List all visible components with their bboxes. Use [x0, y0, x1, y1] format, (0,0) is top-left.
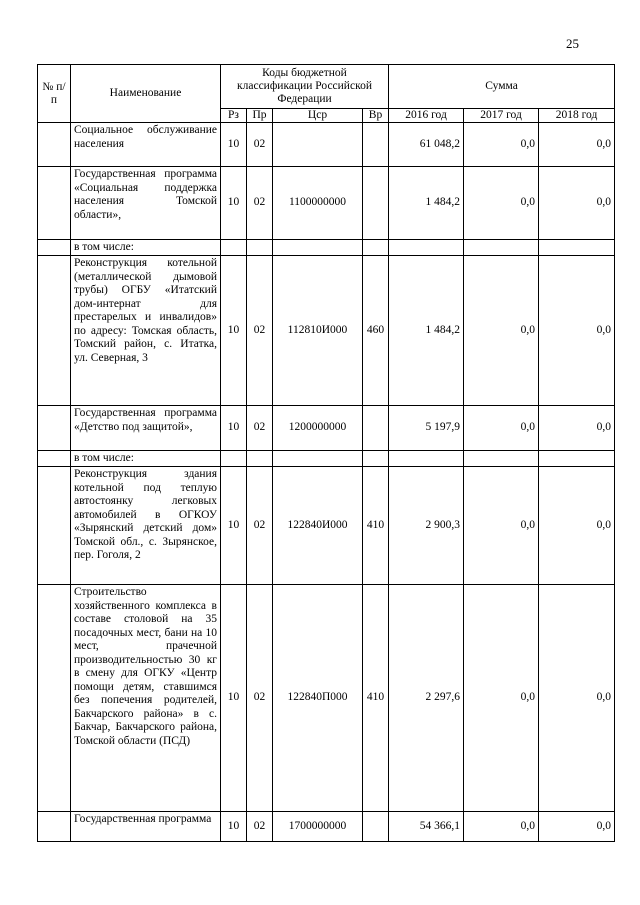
cell-name: Реконструкция здания котельной под теплую автостоянку легковых автомобилей в ОГКОУ «Зырянский детский дом» Томской обл., с. Зырянское, пер. Гоголя, 2	[71, 467, 221, 585]
cell-2018: 0,0	[539, 167, 615, 240]
cell-2017: 0,0	[464, 406, 539, 451]
cell-pr: 02	[247, 585, 273, 812]
cell-note: в том числе:	[71, 240, 221, 256]
header-num: № п/п	[38, 65, 71, 123]
table-row	[38, 123, 615, 167]
cell-rz: 10	[221, 585, 247, 812]
cell-2018: 0,0	[539, 812, 615, 842]
cell-pr: 02	[247, 812, 273, 842]
header-2018: 2018 год	[539, 109, 615, 123]
cell-2016: 1 484,2	[389, 256, 464, 406]
header-rz: Рз	[221, 109, 247, 123]
cell-vr	[363, 167, 389, 240]
cell-num	[38, 406, 71, 451]
cell-name: Реконструкция котельной (металлической дымовой трубы) ОГБУ «Итатский дом-интернат для престарелых и инвалидов» по адресу: Томская область, Томский район, с. Итатка, ул. Северная, 3	[71, 256, 221, 406]
cell-csr: 1200000000	[273, 406, 363, 451]
cell-name: Государственная программа	[71, 812, 221, 842]
cell-rz: 10	[221, 123, 247, 167]
cell-2017: 0,0	[464, 256, 539, 406]
header-vr: Вр	[363, 109, 389, 123]
cell-2016: 1 484,2	[389, 167, 464, 240]
cell-2017: 0,0	[464, 812, 539, 842]
cell-vr: 410	[363, 467, 389, 585]
cell-num	[38, 451, 71, 467]
table-row	[38, 812, 615, 842]
table-row	[38, 406, 615, 451]
header-sum: Сумма	[389, 65, 615, 109]
cell-pr: 02	[247, 406, 273, 451]
header-2017: 2017 год	[464, 109, 539, 123]
cell-rz: 10	[221, 467, 247, 585]
cell-num	[38, 123, 71, 167]
header-name: Наименование	[71, 65, 221, 123]
cell-note: в том числе:	[71, 451, 221, 467]
cell-rz: 10	[221, 167, 247, 240]
cell-csr: 112810И000	[273, 256, 363, 406]
cell-rz: 10	[221, 812, 247, 842]
cell-pr: 02	[247, 167, 273, 240]
cell-2018: 0,0	[539, 123, 615, 167]
cell-2016: 2 900,3	[389, 467, 464, 585]
cell-2017: 0,0	[464, 167, 539, 240]
cell-vr	[363, 123, 389, 167]
cell-2017: 0,0	[464, 467, 539, 585]
cell-num	[38, 585, 71, 812]
cell-2018: 0,0	[539, 467, 615, 585]
cell-name: Строительство хозяйственного комплекса в составе столовой на 35 посадочных мест, бани на 10 мест, прачечной производительностью 30 кг в смену для ОГКУ «Центр помощи детям, ставшимся без попечения родителей, Бакчарского района» в с. Бакчар, Бакчарского района, Томской области (ПСД)	[71, 585, 221, 812]
cell-vr	[363, 406, 389, 451]
cell-2016: 61 048,2	[389, 123, 464, 167]
cell-num	[38, 256, 71, 406]
cell-name: Государственная программа «Детство под защитой»,	[71, 406, 221, 451]
table-row	[38, 256, 615, 406]
cell-name: Социальное обслуживание населения	[71, 123, 221, 167]
table-row	[38, 585, 615, 812]
cell-csr: 1700000000	[273, 812, 363, 842]
header-pr: Пр	[247, 109, 273, 123]
cell-pr: 02	[247, 256, 273, 406]
cell-csr	[273, 123, 363, 167]
cell-num	[38, 167, 71, 240]
cell-name: Государственная программа «Социальная поддержка населения Томской области»,	[71, 167, 221, 240]
cell-2018: 0,0	[539, 585, 615, 812]
table-row	[38, 240, 615, 256]
table-row	[38, 467, 615, 585]
cell-2018: 0,0	[539, 406, 615, 451]
cell-num	[38, 467, 71, 585]
cell-num	[38, 240, 71, 256]
cell-csr: 122840И000	[273, 467, 363, 585]
cell-2016: 5 197,9	[389, 406, 464, 451]
cell-2017: 0,0	[464, 585, 539, 812]
table-row	[38, 451, 615, 467]
cell-rz: 10	[221, 256, 247, 406]
cell-2016: 54 366,1	[389, 812, 464, 842]
cell-csr: 1100000000	[273, 167, 363, 240]
cell-rz: 10	[221, 406, 247, 451]
header-2016: 2016 год	[389, 109, 464, 123]
header-codes: Коды бюджетной классификации Российской Федерации	[221, 65, 389, 109]
budget-table	[37, 64, 615, 842]
cell-2017: 0,0	[464, 123, 539, 167]
page-number: 25	[566, 36, 579, 51]
cell-vr: 460	[363, 256, 389, 406]
header-csr: Цср	[273, 109, 363, 123]
cell-num	[38, 812, 71, 842]
cell-2016: 2 297,6	[389, 585, 464, 812]
cell-2018: 0,0	[539, 256, 615, 406]
cell-csr: 122840П000	[273, 585, 363, 812]
table-row	[38, 167, 615, 240]
cell-vr	[363, 812, 389, 842]
cell-pr: 02	[247, 467, 273, 585]
cell-vr: 410	[363, 585, 389, 812]
cell-pr: 02	[247, 123, 273, 167]
